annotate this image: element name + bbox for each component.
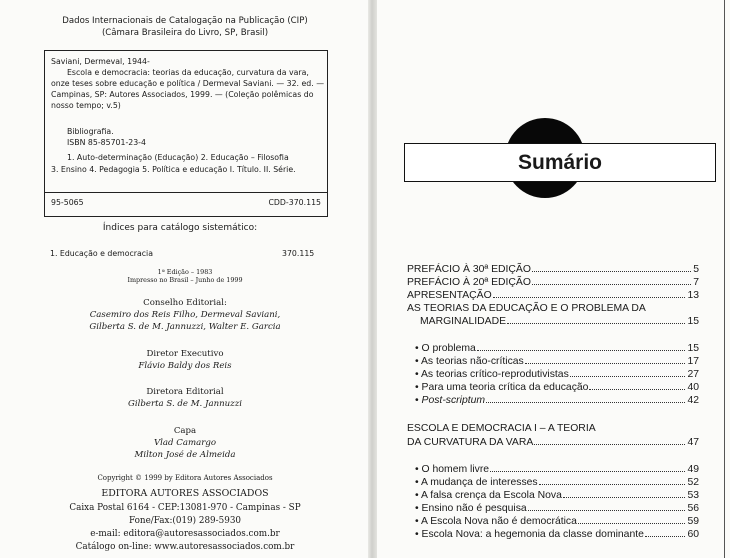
toc-subentry[interactable] (415, 356, 699, 368)
toc-entry-title: Post-scriptum (421, 395, 486, 406)
toc-subentry[interactable] (415, 382, 699, 394)
toc-entry-page: 15 (687, 343, 699, 354)
index-item: 1. Educação e democracia (50, 249, 154, 258)
cip-bibliography: Bibliografia. (67, 127, 114, 136)
toc-entry[interactable] (407, 437, 699, 449)
toc-subentry[interactable] (415, 464, 699, 476)
toc-entry-title: • Para uma teoria crítica da educação (415, 382, 589, 393)
toc-subentry[interactable] (415, 395, 699, 407)
contact-website: Catálogo on-line: www.autoresassociados.com.br (75, 542, 295, 552)
toc-entry-title-line-2: MARGINALIDADE (420, 316, 507, 327)
toc-entry-page: 7 (693, 277, 699, 288)
toc-entry-page: 27 (687, 369, 699, 380)
edition-line-2: Impresso no Brasil – Junho de 1999 (127, 276, 243, 284)
index-code: 370.115 (282, 249, 315, 258)
cip-code-left: 95-5065 (51, 198, 84, 207)
toc-entry-page: 13 (687, 290, 699, 301)
toc-subentry[interactable] (415, 529, 699, 541)
publisher-name: EDITORA AUTORES ASSOCIADOS (101, 488, 269, 499)
toc-entry-page: 49 (687, 464, 699, 475)
cip-divider (45, 192, 327, 193)
toc-entry[interactable] (407, 290, 699, 302)
page-edge-line (724, 0, 725, 558)
contact-address: Caixa Postal 6164 - CEP:13081-970 - Campinas - SP (69, 503, 301, 513)
toc-entry-title: PREFÁCIO À 20ª EDIÇÃO (407, 277, 531, 288)
toc-entry-page: 15 (687, 316, 699, 327)
toc-subentry[interactable] (415, 516, 699, 528)
cip-description-2: onze teses sobre educação e política / Dermeval Saviani. — 32. ed. — (51, 79, 324, 88)
toc-entry-page: 40 (687, 382, 699, 393)
toc-entry-page: 17 (687, 356, 699, 367)
cover-label: Capa (173, 426, 197, 436)
toc-entry-page: 5 (693, 264, 699, 275)
toc-entry[interactable] (407, 264, 699, 276)
right-page (375, 0, 730, 558)
cip-code-right: CDD-370.115 (268, 198, 321, 207)
toc-subentry[interactable] (415, 369, 699, 381)
toc-entry-title: • Ensino não é pesquisa (415, 503, 527, 514)
toc-entry-title-line-2: DA CURVATURA DA VARA (407, 437, 534, 448)
cip-subjects-1: 1. Auto-determinação (Educação) 2. Educação – Filosofia (67, 153, 289, 162)
toc-entry-title: • Escola Nova: a hegemonia da classe dominante (415, 529, 644, 540)
toc-entry-title: • As teorias não-críticas (415, 356, 524, 367)
toc-entry-page: 47 (687, 437, 699, 448)
toc-entry-page: 53 (687, 490, 699, 501)
index-title: Índices para catálogo sistemático: (102, 223, 258, 233)
cip-description-4: nosso tempo; v.5) (51, 101, 121, 110)
toc-entry-title: APRESENTAÇÃO (407, 290, 492, 301)
cover-name-2: Milton José de Almeida (134, 450, 236, 460)
toc-subentry[interactable] (415, 477, 699, 489)
edition-line-1: 1ª Edição – 1983 (157, 268, 213, 276)
cip-isbn: ISBN 85-85701-23-4 (67, 138, 146, 147)
editorial-director-name: Gilberta S. de M. Jannuzzi (128, 399, 242, 409)
toc-entry-title-line-1[interactable]: AS TEORIAS DA EDUCAÇÃO E O PROBLEMA DA (407, 303, 646, 314)
toc-entry-page: 56 (687, 503, 699, 514)
toc-entry-page: 59 (687, 516, 699, 527)
toc-entry-bullet: • (415, 395, 419, 406)
toc-entry-title: PREFÁCIO À 30ª EDIÇÃO (407, 264, 531, 275)
toc-entry-page: 42 (687, 395, 699, 406)
cip-header-line-1: Dados Internacionais de Catalogação na Publicação (CIP) (62, 16, 308, 26)
cip-description-3: Campinas, SP: Autores Associados, 1999. — (Coleção polêmicas do (51, 90, 314, 99)
editorial-board-label: Conselho Editorial: (143, 298, 227, 308)
toc-entry-title-line-1[interactable]: ESCOLA E DEMOCRACIA I – A TEORIA (407, 423, 596, 434)
cip-header-line-2: (Câmara Brasileira do Livro, SP, Brasil) (101, 28, 269, 38)
toc-entry-title: • O problema (415, 343, 476, 354)
editorial-members-1: Casemiro dos Reis Filho, Dermeval Saviani, (89, 310, 281, 320)
toc-subentry[interactable] (415, 490, 699, 502)
toc-entry-title: • A Escola Nova não é democrática (415, 516, 577, 527)
director-name: Flávio Baldy dos Reis (138, 361, 232, 371)
cip-description-1: Escola e democracia: teorias da educação, curvatura da vara, (67, 68, 309, 77)
cip-catalog-box (44, 50, 328, 217)
toc-entry-page: 52 (687, 477, 699, 488)
toc-entry-title: • As teorias crítico-reprodutivistas (415, 369, 569, 380)
director-label: Diretor Executivo (146, 349, 224, 359)
toc-entry-title: • A falsa crença da Escola Nova (415, 490, 562, 501)
toc-entry-title: • A mudança de interesses (415, 477, 538, 488)
toc-entry-title: • O homem livre (415, 464, 490, 475)
toc-entry[interactable] (407, 277, 699, 289)
toc-subentry[interactable] (415, 503, 699, 515)
contact-email: e-mail: editora@autoresassociados.com.br (90, 529, 280, 539)
cip-author: Saviani, Dermeval, 1944- (51, 57, 150, 66)
summary-title: Sumário (404, 143, 716, 182)
toc-subentry[interactable] (415, 343, 699, 355)
contact-phone: Fone/Fax:(019) 289-5930 (128, 516, 242, 526)
toc-entry-page: 60 (687, 529, 699, 540)
editorial-director-label: Diretora Editorial (146, 387, 224, 397)
copyright-line: Copyright © 1999 by Editora Autores Associados (97, 474, 273, 482)
cover-name-1: Vlad Camargo (153, 438, 217, 448)
cip-subjects-2: 3. Ensino 4. Pedagogia 5. Política e educação I. Título. II. Série. (51, 165, 296, 174)
editorial-members-2: Gilberta S. de M. Jannuzzi, Walter E. Garcia (89, 322, 281, 332)
toc-entry[interactable] (420, 316, 699, 328)
